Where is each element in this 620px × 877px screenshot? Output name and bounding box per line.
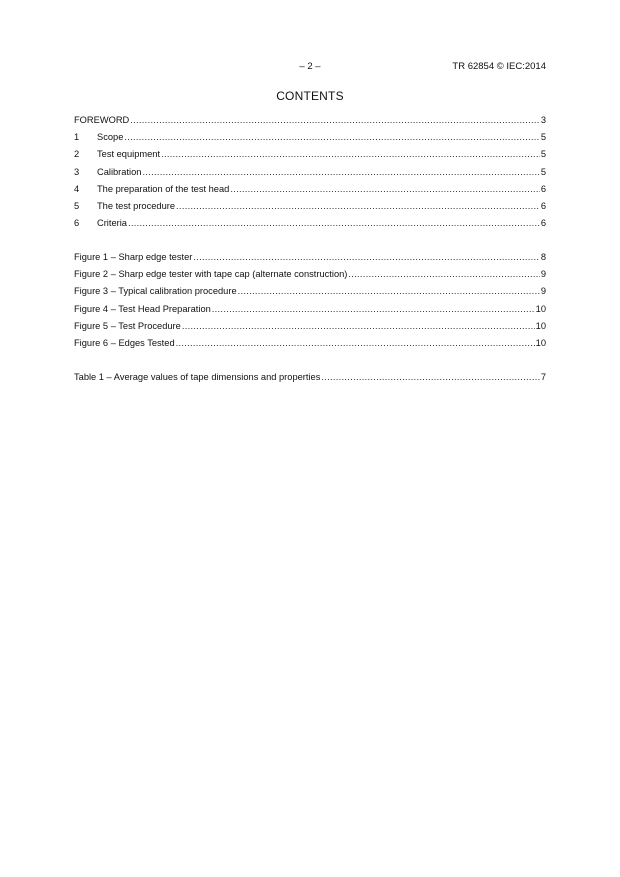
toc-entry-number: 4 xyxy=(74,183,80,194)
toc-entry-label: Figure 6 – Edges Tested xyxy=(74,337,175,348)
toc-figures-list xyxy=(74,249,546,352)
page-header xyxy=(74,61,546,75)
toc-entry-page: 6 xyxy=(540,218,546,229)
toc-entry-page: 10 xyxy=(535,337,546,348)
toc-entry-page: 10 xyxy=(535,320,546,331)
toc-entry-page: 3 xyxy=(540,115,546,125)
toc-entry-page: 7 xyxy=(540,372,546,382)
toc-entry-label: Figure 2 – Sharp edge tester with tape cap (alternate construction) xyxy=(74,269,348,280)
toc-entry-number: 1 xyxy=(74,132,80,143)
toc-entry-label: Test equipment xyxy=(97,149,161,160)
toc-entry-scope[interactable] xyxy=(74,129,546,146)
contents-title: CONTENTS xyxy=(276,89,344,103)
toc-entry-label: Figure 1 – Sharp edge tester xyxy=(74,252,193,262)
toc-sections-list xyxy=(74,112,546,232)
toc-tables-list xyxy=(74,369,546,386)
page-number: – 2 – xyxy=(299,61,321,72)
leader-dots xyxy=(321,369,539,386)
leader-dots xyxy=(128,215,540,232)
toc-entry-page: 5 xyxy=(540,132,546,143)
toc-entry-test-procedure[interactable] xyxy=(74,198,546,215)
toc-entry-table-1[interactable] xyxy=(74,369,546,386)
toc-entry-label: Table 1 – Average values of tape dimensions and properties xyxy=(74,372,321,382)
leader-dots xyxy=(142,164,539,181)
toc-entry-label: Figure 4 – Test Head Preparation xyxy=(74,303,211,314)
toc-entry-label: The preparation of the test head xyxy=(97,183,230,194)
leader-dots xyxy=(124,129,539,146)
toc-entry-calibration[interactable] xyxy=(74,164,546,181)
toc-entry-test-equipment[interactable] xyxy=(74,146,546,163)
toc-entry-label: Figure 5 – Test Procedure xyxy=(74,320,181,331)
toc-entry-test-head-preparation[interactable] xyxy=(74,181,546,198)
toc-entry-label: FOREWORD xyxy=(74,115,130,125)
toc-entry-number: 6 xyxy=(74,218,80,229)
leader-dots xyxy=(348,266,539,283)
leader-dots xyxy=(230,181,540,198)
toc-entry-criteria[interactable] xyxy=(74,215,546,232)
leader-dots xyxy=(212,301,535,318)
toc-entry-number: 5 xyxy=(74,200,80,211)
toc-entry-figure-4[interactable] xyxy=(74,301,546,318)
leader-dots xyxy=(193,249,539,266)
toc-entry-page: 10 xyxy=(535,303,546,314)
leader-dots xyxy=(176,335,535,352)
toc-entry-label: Figure 3 – Typical calibration procedure xyxy=(74,286,237,297)
document-identifier: TR 62854 © IEC:2014 xyxy=(452,61,546,72)
toc-entry-page: 5 xyxy=(540,166,546,177)
leader-dots xyxy=(176,198,540,215)
leader-dots xyxy=(161,146,540,163)
toc-entry-page: 6 xyxy=(540,183,546,194)
toc-entry-label: Calibration xyxy=(97,166,142,177)
leader-dots xyxy=(182,318,535,335)
toc-entry-label: Criteria xyxy=(97,218,127,229)
toc-entry-page: 9 xyxy=(540,286,546,297)
leader-dots xyxy=(130,112,540,129)
toc-entry-figure-6[interactable] xyxy=(74,335,546,352)
toc-entry-figure-2[interactable] xyxy=(74,266,546,283)
toc-entry-label: The test procedure xyxy=(97,200,176,211)
toc-entry-figure-5[interactable] xyxy=(74,318,546,335)
toc-entry-label: Scope xyxy=(97,132,124,143)
toc-entry-foreword[interactable] xyxy=(74,112,546,129)
toc-entry-page: 6 xyxy=(540,200,546,211)
toc-entry-number: 3 xyxy=(74,166,80,177)
toc-entry-page: 5 xyxy=(540,149,546,160)
leader-dots xyxy=(238,283,540,300)
toc-entry-number: 2 xyxy=(74,149,80,160)
toc-entry-page: 9 xyxy=(540,269,546,280)
toc-entry-figure-1[interactable] xyxy=(74,249,546,266)
toc-entry-page: 8 xyxy=(540,252,546,262)
toc-entry-figure-3[interactable] xyxy=(74,283,546,300)
